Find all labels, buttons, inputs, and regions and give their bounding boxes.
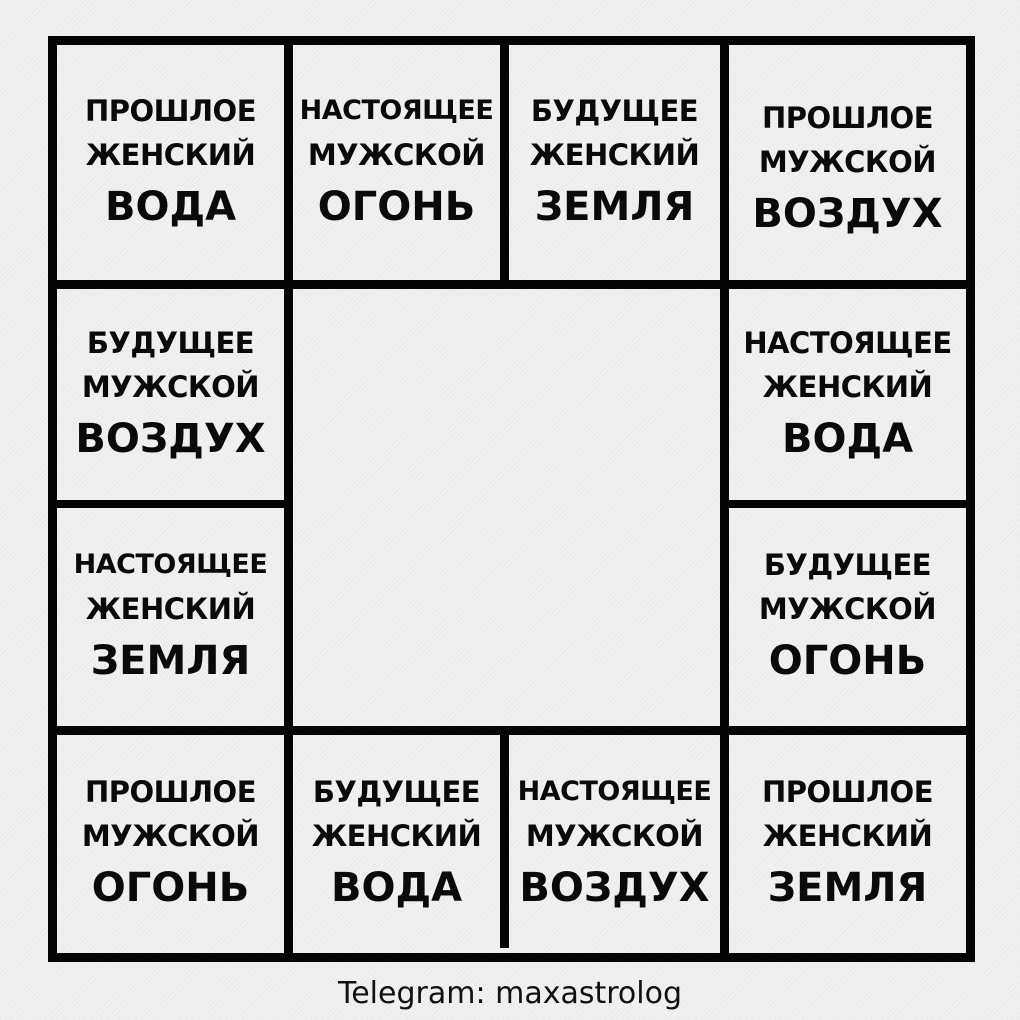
element-label: ОГОНЬ (317, 183, 476, 230)
element-label: ВОДА (104, 183, 237, 230)
astrology-house-grid (48, 36, 975, 962)
period-label: НАСТОЯЩЕЕ (743, 325, 952, 360)
border-right (966, 36, 975, 962)
border-left (48, 36, 57, 962)
period-label: БУДУЩЕЕ (763, 548, 932, 582)
house-cell-4 (729, 45, 966, 280)
border-bottom (48, 953, 975, 962)
house-cell-12 (57, 289, 284, 500)
gender-label: МУЖСКОЙ (758, 144, 937, 179)
element-label: ЗЕМЛЯ (90, 638, 251, 684)
gender-label: МУЖСКОЙ (81, 369, 260, 404)
border-top (48, 36, 975, 45)
period-label: НАСТОЯЩЕЕ (299, 94, 494, 126)
divider-col-1 (284, 36, 293, 962)
period-label: ПРОШЛОЕ (761, 100, 934, 135)
house-cell-11 (57, 508, 284, 726)
element-label: ОГОНЬ (91, 865, 250, 911)
gender-label: ЖЕНСКИЙ (85, 592, 256, 626)
gender-label: МУЖСКОЙ (525, 819, 704, 853)
element-label: ЗЕМЛЯ (534, 183, 695, 230)
house-cell-1 (57, 45, 284, 280)
house-cell-9 (293, 735, 500, 953)
divider-mid-left (48, 500, 292, 508)
telegram-credit: Telegram: maxastrolog (337, 976, 682, 1011)
period-label: БУДУЩЕЕ (312, 775, 481, 809)
divider-col-2-bottom (500, 726, 509, 948)
element-label: ЗЕМЛЯ (767, 865, 928, 911)
period-label: БУДУЩЕЕ (86, 325, 255, 360)
divider-bottom-row (48, 726, 975, 735)
period-label: ПРОШЛОЕ (84, 775, 257, 809)
gender-label: МУЖСКОЙ (81, 819, 260, 853)
gender-label: МУЖСКОЙ (758, 592, 937, 626)
gender-label: ЖЕНСКИЙ (85, 137, 256, 172)
house-cell-2 (293, 45, 500, 280)
gender-label: ЖЕНСКИЙ (529, 137, 700, 172)
gender-label: ЖЕНСКИЙ (762, 369, 933, 404)
element-label: ВОЗДУХ (752, 190, 943, 237)
element-label: ВОЗДУХ (519, 865, 710, 911)
divider-mid-right (720, 500, 975, 508)
house-cell-3 (509, 45, 720, 280)
period-label: НАСТОЯЩЕЕ (517, 776, 712, 807)
period-label: НАСТОЯЩЕЕ (73, 549, 268, 580)
divider-col-2-top (500, 36, 509, 289)
center-empty-area (293, 289, 720, 726)
gender-label: ЖЕНСКИЙ (762, 819, 933, 853)
house-cell-5 (729, 289, 966, 500)
element-label: ВОДА (781, 415, 914, 462)
gender-label: МУЖСКОЙ (307, 137, 486, 172)
house-cell-6 (729, 508, 966, 726)
house-cell-10 (57, 735, 284, 953)
divider-top-row (48, 280, 975, 289)
house-cell-7 (729, 735, 966, 953)
period-label: БУДУЩЕЕ (530, 93, 699, 128)
gender-label: ЖЕНСКИЙ (311, 819, 482, 853)
element-label: ВОДА (330, 865, 463, 911)
period-label: ПРОШЛОЕ (761, 775, 934, 809)
period-label: ПРОШЛОЕ (84, 93, 257, 128)
element-label: ВОЗДУХ (75, 415, 266, 462)
house-cell-8 (509, 735, 720, 953)
divider-col-3 (720, 36, 729, 962)
element-label: ОГОНЬ (768, 638, 927, 684)
